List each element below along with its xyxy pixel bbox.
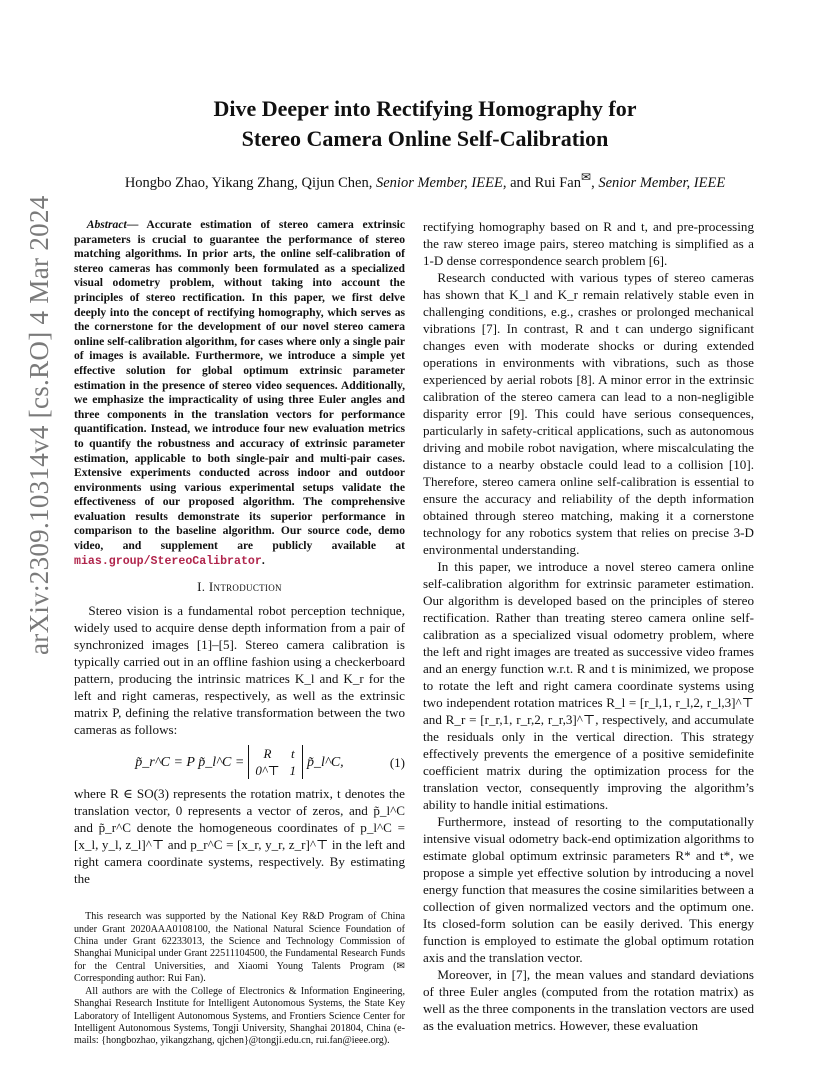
right-paragraph-1: rectifying homography based on R and t, and pre-processing the raw stereo image pairs, stereo matching is simplified as a 1-D dense correspondence search problem [6]. [423,219,754,268]
right-paragraph-4: Furthermore, instead of resorting to the computationally intensive visual odometry back-end optimization algorithms to estimate global optimum extrinsic parameters R* and t*, we propose a simple yet effective solution by introducing a novel energy function that measures the cosine similarities between a collection of given normalized vectors and the optimum one. Its closed-form solution can be easily derived. This energy function is employed to estimate the global optimum rotation axis and the translation vector. [423,814,754,965]
author-role-2: Senior Member, IEEE [598,174,726,191]
section-heading-introduction: I. Introduction [197,579,282,595]
equation-lhs: p̃_r^C = P p̃_l^C = [135,754,245,770]
title-line-2: Stereo Camera Online Self-Calibration [241,126,609,151]
right-paragraph-2: Research conducted with various types of stereo cameras has shown that K_l and K_r remain relatively stable even in challenging conditions, e.g., crashes or prolonged mechanical vibrations [7]. In contrast, R and t can undergo significant changes even with moderate shocks or during extended operations in environments with vibrations, such as those experienced by aerial robots [8]. A minor error in the extrinsic calibration of the stereo camera can lead to a non-negligible disparity error [9]. This could have serious consequences, particularly in safety-critical applications, such as autonomous driving and mobile robot navigation, where miscalculating the distance to a nearby obstacle could lead to a collision [10]. Therefore, stereo camera online self-calibration is essential to ensure the accuracy and reliability of the depth information obtained through stereo matching, making it a cornerstone technology for any robotics system that relies on precise 3-D environmental understanding. [423,270,754,557]
footnote-affiliations: All authors are with the College of Electronics & Information Engineering, Shanghai Research Institute for Intelligent Autonomous Systems, the State Key Laboratory of Intelligent Autonomous Systems, and Frontiers Science Center for Intelligent Autonomous Systems, Tongji University, Shanghai 201804, China (e-mails: {hongbozhao, yikangzhang, qjchen}@tongji.edu.cn, rui.fan@ieee.org). [74,985,405,1047]
equation-rhs: p̃_l^C, [307,754,344,770]
right-paragraph-5: Moreover, in [7], the mean values and standard deviations of three Euler angles (computed from the rotation matrix) as well as the three components in the translation vectors are used as the evaluation metrics. However, these evaluation [423,967,754,1033]
footnotes [74,911,405,1047]
abstract-end: . [261,553,265,567]
right-column [423,218,754,1034]
equation-matrix [248,745,303,779]
equation-1 [74,745,405,779]
equation-number: (1) [389,754,405,770]
footnote-funding: This research was supported by the National Key R&D Program of China under Grant 2020AAA0108100, the National Natural Science Foundation of China under Grant 62233013, the Science and Technology Commission of Shanghai Municipal under Grant 22511104500, the Fundamental Research Funds for the Central Universities, and Xiaomi Young Talents Program (✉ Corresponding author: Rui Fan). [74,911,405,985]
intro-paragraph-1: Stereo vision is a fundamental robot perception technique, widely used to acquire dense depth information from a pair of synchronized images [1]–[5]. Stereo camera calibration is typically carried out in an offline fashion using a checkerboard pattern, producing the intrinsic matrices K_l and K_r for the left and right cameras, respectively, as well as the extrinsic matrix P, defining the relative transformation between the two cameras as follows: [74,603,405,738]
abstract-label: Abstract [86,218,127,231]
project-link[interactable]: mias.group/StereoCalibrator [74,554,262,568]
paper-title [60,94,790,154]
matrix-cell: t [290,746,295,762]
intro-paragraph-2: where R ∈ SO(3) represents the rotation matrix, t denotes the translation vector, 0 represents a vector of zeros, and p̃_l^C and p̃_r^C denote the homogeneous coordinates of p_l^C = [x_l, y_l, z_l]^⊤ and p_r^C = [x_r, y_r, z_r]^⊤ in the left and right camera coordinate systems, respectively. By estimating the [74,786,405,887]
mail-icon: ✉ [580,170,592,184]
matrix-cell: 1 [289,763,297,779]
author-role-1: Senior Member, IEEE [375,174,503,191]
left-column [74,218,405,1048]
matrix-cell: 0^⊤ [255,763,280,779]
abstract-text: Accurate estimation of stereo camera extrinsic parameters is crucial to guarantee the performance of stereo matching algorithms. In prior arts, the online self-calibration of stereo cameras has commonly been formulated as a specialized visual odometry problem, without taking into account the principles of stereo rectification. In this paper, we first delve deeply into the concept of rectifying homography, which serves as the cornerstone for the development of our novel stereo camera online self-calibration algorithm, for cases where only a single pair of images is available. Furthermore, we introduce a simple yet effective solution for global optimum extrinsic parameter estimation in the presence of stereo video sequences. Additionally, we emphasize the impracticality of using three Euler angles and three components in the translation vectors for performance quantification. Instead, we introduce four new evaluation metrics to quantify the robustness and accuracy of extrinsic parameter estimation, applicable to both single-pair and multi-pair cases. Extensive experiments conducted across indoor and outdoor environments using various experimental setups validate the effectiveness of our proposed algorithm. The comprehensive evaluation results demonstrate its superior performance in comparison to the baseline algorithm. Our source code, demo video, and supplement are publicly available at [74,218,405,553]
matrix-cell: R [263,746,272,762]
arxiv-identifier-stamp: arXiv:2309.10314v4 [cs.RO] 4 Mar 2024 [24,195,54,655]
abstract [74,218,405,569]
title-line-1: Dive Deeper into Rectifying Homography for [213,96,637,121]
right-paragraph-3: In this paper, we introduce a novel stereo camera online self-calibration algorithm for extrinsic parameter estimation. Our algorithm is developed based on the principles of stereo rectification. Rather than treating stereo camera online self-calibration as a specialized visual odometry problem, where the left and right images are treated as successive video frames and an energy function w.r.t. R and t is minimized, we propose to rotate the left and right camera coordinate systems using two independent rotation matrices R_l = [r_l,1, r_l,2, r_l,3]^⊤ and R_r = [r_r,1, r_r,2, r_r,3]^⊤, respectively, and accumulate the residuals only in the vertical direction. This strategy effectively prevents the emergence of a positive semidefinite coefficient matrix during the optimization process for the translation vector, consequently improving the algorithm’s ability to handle initial estimations. [423,559,754,812]
abstract-dash: — [126,218,147,231]
author-names: Hongbo Zhao, Yikang Zhang, Qijun Chen, [124,174,373,191]
author-and-text: , and Rui Fan [502,174,581,191]
author-list: Hongbo Zhao, Yikang Zhang, Qijun Chen, Senior Member, IEEE, and Rui Fan✉, Senior Member, IEEE [124,170,726,191]
